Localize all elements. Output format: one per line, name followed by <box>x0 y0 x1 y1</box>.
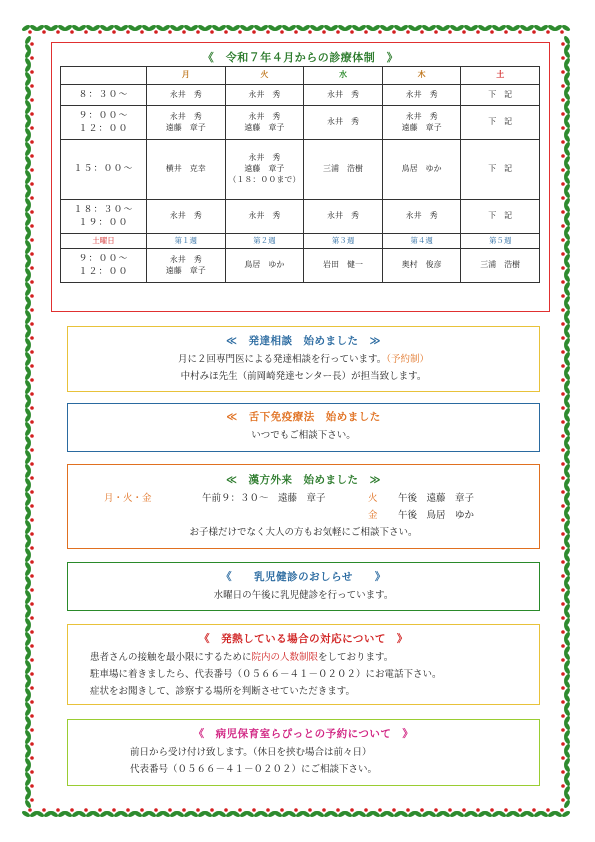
cell-line: 第５週 <box>488 235 512 245</box>
cell-line: 永井 秀 <box>169 254 202 264</box>
holly-sprig <box>553 24 571 34</box>
doctor-cell <box>461 249 540 283</box>
saturday-label <box>61 234 147 249</box>
cell-line: １９：００ <box>78 217 129 228</box>
cell-line: 永井 秀 <box>248 153 281 163</box>
schedule-body <box>61 85 540 283</box>
cell-line: 土曜日 <box>92 235 115 245</box>
kampo-days-left: 月・火・金 <box>104 493 152 504</box>
kampo-title: ≪ 漢方外来 始めました ≫ <box>226 474 381 486</box>
cell-line: 第２週 <box>253 235 276 245</box>
day-header-tue: 火 <box>225 67 304 85</box>
cell-line: 永井 秀 <box>405 111 438 121</box>
cell-line: 遠藤 章子 <box>165 265 206 275</box>
kampo-line3: お子様だけでなく大人の方もお気軽にご相談下さい。 <box>189 527 418 538</box>
doctor-cell <box>461 140 540 200</box>
cell-line: ８：３０～ <box>78 89 129 100</box>
day-header-thu: 木 <box>382 67 461 85</box>
doctor-cell <box>382 106 461 140</box>
checkup-line1: 水曜日の午後に乳児健診を行っています。 <box>213 590 394 601</box>
cell-line: 永井 秀 <box>248 111 281 121</box>
doctor-cell <box>147 200 226 234</box>
cell-line: 下 記 <box>488 164 513 174</box>
checkup-notice <box>67 562 540 611</box>
reservation-note: （予約制） <box>386 354 429 365</box>
table-row <box>61 85 540 106</box>
cell-line: １２：００ <box>78 123 129 134</box>
cell-line: 遠藤 章子 <box>244 164 285 174</box>
doctor-cell <box>304 85 383 106</box>
saturday-week-row <box>61 234 540 249</box>
doctor-cell <box>382 140 461 200</box>
fever-line3: 症状をお聞きして、診察する場所を判断させていただきます。 <box>90 686 356 697</box>
fever-line1: 患者さんの接触を最小限にするために院内の人数制限をしております。 <box>90 652 394 663</box>
development-line2: 中村みほ先生（前岡崎発達センター長）が担当致します。 <box>180 371 427 382</box>
fever-title: 《 発熱している場合の対応について 》 <box>199 633 408 645</box>
doctor-cell <box>382 200 461 234</box>
fever-notice <box>67 624 540 705</box>
saturday-row <box>61 249 540 283</box>
sublingual-notice <box>67 403 540 452</box>
cell-line: 永井 秀 <box>326 211 359 221</box>
sickchild-line2: 代表番号（０５６６－４１－０２０２）にご相談下さい。 <box>130 764 378 775</box>
week-label <box>304 234 383 249</box>
cell-line: 永井 秀 <box>326 117 359 127</box>
kampo-notice <box>67 464 540 549</box>
cell-line: 永井 秀 <box>169 89 202 99</box>
cell-line: 永井 秀 <box>169 211 202 221</box>
cell-line: 奥村 俊彦 <box>401 260 442 270</box>
cell-line: ９：００～ <box>78 111 129 122</box>
doctor-cell <box>225 106 304 140</box>
table-row <box>61 200 540 234</box>
cell-line: 第１週 <box>174 235 198 245</box>
table-row <box>61 106 540 140</box>
sickchild-line1: 前日から受け付け致します。（休日を挟む場合は前々日） <box>130 747 372 758</box>
doctor-cell <box>225 200 304 234</box>
cell-line: 下 記 <box>488 211 513 221</box>
cell-line: 永井 秀 <box>405 89 438 99</box>
day-header-mon: 月 <box>147 67 226 85</box>
development-title: ≪ 発達相談 始めました ≫ <box>226 335 381 347</box>
fever-line2: 駐車場に着きましたら、代表番号（０５６６－４１－０２０２）にお電話下さい。 <box>90 669 442 680</box>
cell-line: 鳥居 ゆか <box>401 164 442 174</box>
cell-line: １５：００～ <box>73 164 134 175</box>
doctor-cell <box>304 200 383 234</box>
doctor-cell <box>461 85 540 106</box>
sublingual-line1: いつでもご相談下さい。 <box>251 430 356 441</box>
doctor-cell <box>147 106 226 140</box>
cell-line: 永井 秀 <box>326 89 359 99</box>
cell-line: 下 記 <box>488 89 513 99</box>
kampo-time-right2: 午後 鳥居 ゆか <box>398 510 475 521</box>
doctor-cell <box>304 140 383 200</box>
day-header-sat: 土 <box>461 67 540 85</box>
doctor-cell <box>382 249 461 283</box>
holly-sprig <box>24 791 34 809</box>
headcount-limit: 院内の人数制限 <box>251 652 319 663</box>
week-label <box>147 234 226 249</box>
time-cell <box>61 249 147 283</box>
doctor-cell <box>304 249 383 283</box>
cell-line: 三浦 浩樹 <box>480 260 521 270</box>
table-row <box>61 140 540 200</box>
doctor-cell <box>147 85 226 106</box>
week-label <box>461 234 540 249</box>
doctor-cell <box>461 106 540 140</box>
cell-line: ９：００～ <box>78 254 129 265</box>
holly-sprig <box>553 808 571 818</box>
doctor-cell <box>382 85 461 106</box>
time-cell <box>61 140 147 200</box>
cell-line: １２：００ <box>78 266 129 277</box>
development-line1: 月に２回専門医による発達相談を行っています。（予約制） <box>177 354 429 365</box>
checkup-title: 《 乳児健診のおしらせ 》 <box>221 571 386 583</box>
schedule-frame <box>51 42 550 312</box>
cell-line: 第４週 <box>410 235 433 245</box>
week-label <box>225 234 304 249</box>
cell-line: 第３週 <box>331 235 355 245</box>
holly-sprig <box>561 791 571 809</box>
time-cell <box>61 106 147 140</box>
day-header-wed: 水 <box>304 67 383 85</box>
corner-cell <box>61 67 147 85</box>
doctor-cell <box>225 140 304 200</box>
kampo-days-right1: 火 <box>368 493 378 504</box>
development-notice <box>67 326 540 392</box>
cell-line: 遠藤 章子 <box>401 122 442 132</box>
doctor-cell <box>147 249 226 283</box>
kampo-days-right2: 金 <box>368 510 378 521</box>
doctor-cell <box>461 200 540 234</box>
doctor-cell <box>225 85 304 106</box>
doctor-cell <box>225 249 304 283</box>
header-row <box>61 67 540 85</box>
sickchild-notice <box>67 719 540 786</box>
cell-line: （１８：００まで） <box>228 174 301 184</box>
cell-line: 岩田 健一 <box>322 260 363 270</box>
sublingual-title: ≪ 舌下免疫療法 始めました <box>226 411 381 423</box>
sickchild-title: 《 病児保育室らぴっとの予約について 》 <box>193 728 414 740</box>
cell-line: 横井 克幸 <box>165 164 206 174</box>
time-cell <box>61 200 147 234</box>
kampo-time-right1: 午後 遠藤 章子 <box>398 493 475 504</box>
kampo-time-left: 午前９：３０～ 遠藤 章子 <box>202 493 326 504</box>
cell-line: 永井 秀 <box>169 111 202 121</box>
cell-line: 永井 秀 <box>248 89 281 99</box>
doctor-cell <box>304 106 383 140</box>
cell-line: 永井 秀 <box>405 211 438 221</box>
cell-line: 三浦 浩樹 <box>322 164 363 174</box>
cell-line: 永井 秀 <box>248 211 281 221</box>
time-cell <box>61 85 147 106</box>
cell-line: 下 記 <box>488 117 513 127</box>
schedule-title: 《 令和７年４月からの診療体制 》 <box>202 51 399 64</box>
cell-line: １８：３０～ <box>73 205 134 216</box>
cell-line: 遠藤 章子 <box>244 122 285 132</box>
cell-line: 遠藤 章子 <box>165 122 206 132</box>
schedule-table <box>60 66 540 283</box>
cell-line: 鳥居 ゆか <box>244 260 285 270</box>
week-label <box>382 234 461 249</box>
kampo-schedule <box>104 490 539 524</box>
doctor-cell <box>147 140 226 200</box>
